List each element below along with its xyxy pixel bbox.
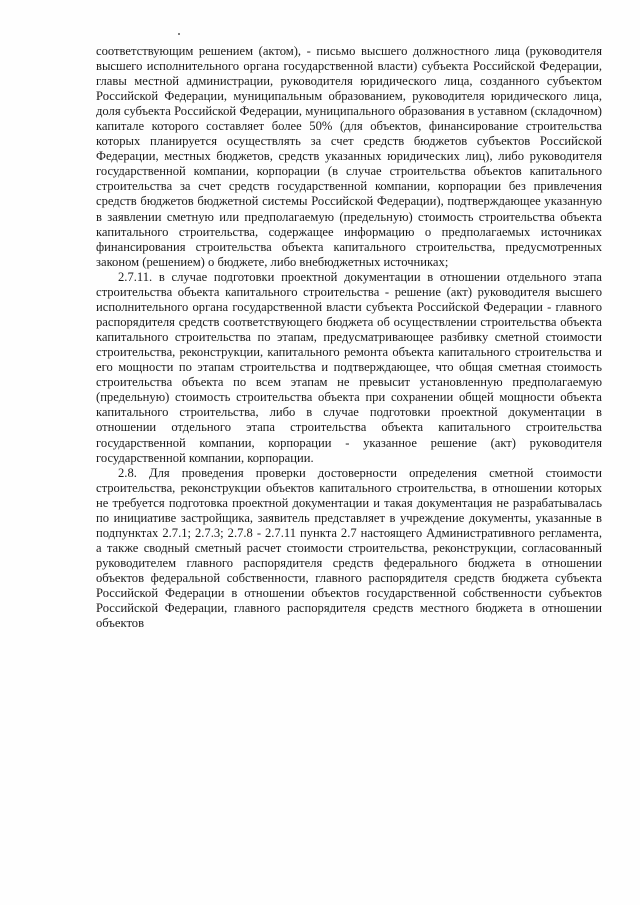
paragraph-financing-letter: соответствующим решением (актом), - письмо высшего должностного лица (руководителя высшего исполнительного органа государственной власти) субъекта Российской Федерации, главы местной администрации, руководителя юридического лица, созданного субъектом Российской Федерации, муниципальным образованием, руководителя юридического лица, доля субъекта Российской Федерации, муниципального образования в уставном (складочном) капитале которого составляет более 50% (для объектов, финансирование строительства которых планируется осуществлять за счет средств бюджетов субъектов Российской Федерации, местных бюджетов, средств указанных юридических лиц), либо руководителя государственной компании, корпорации (в случае строительства объектов капитального строительства за счет средств государственной компании, корпорации без привлечения средств бюджетов бюджетной системы Российской Федерации), подтверждающее указанную в заявлении сметную или предполагаемую (предельную) стоимость строительства объекта капитального строительства, содержащее информацию о предполагаемых источниках финансирования строительства объекта капитального строительства, предусмотренных законом (решением) о бюджете, либо внебюджетных источниках;	[96, 44, 602, 269]
scan-artifact-dot	[178, 33, 180, 35]
paragraph-2-7-11: 2.7.11. в случае подготовки проектной документации в отношении отдельного этапа строительства объекта капитального строительства - решение (акт) руководителя высшего исполнительного органа государственной власти субъекта Российской Федерации - главного распорядителя средств соответствующего бюджета об осуществлении строительства объекта капитального строительства по этапам, предусматривающее разбивку сметной стоимости строительства, реконструкции, капитального ремонта объекта капитального строительства и его мощности по этапам строительства и подтверждающее, что общая сметная стоимость строительства объекта по всем этапам не превысит установленную предполагаемую (предельную) стоимость строительства объекта при сохранении общей мощности объекта капитального строительства, либо в случае подготовки проектной документации в отношении отдельного этапа строительства объекта капитального строительства государственной компании, корпорации - указанное решение (акт) руководителя государственной компании, корпорации.	[96, 270, 602, 465]
paragraph-2-8: 2.8. Для проведения проверки достоверности определения сметной стоимости строительства, реконструкции объектов капитального строительства, в отношении которых не требуется подготовка проектной документации и такая документация не разрабатывалась по инициативе застройщика, заявитель представляет в учреждение документы, указанные в подпунктах 2.7.1; 2.7.3; 2.7.8 - 2.7.11 пункта 2.7 настоящего Административного регламента, а также сводный сметный расчет стоимости строительства, реконструкции, согласованный руководителем главного распорядителя средств федерального бюджета в отношении объектов федеральной собственности, главного распорядителя средств бюджета субъекта Российской Федерации в отношении объектов государственной собственности субъектов Российской Федерации, главного распорядителя средств местного бюджета в отношении объектов	[96, 466, 602, 631]
